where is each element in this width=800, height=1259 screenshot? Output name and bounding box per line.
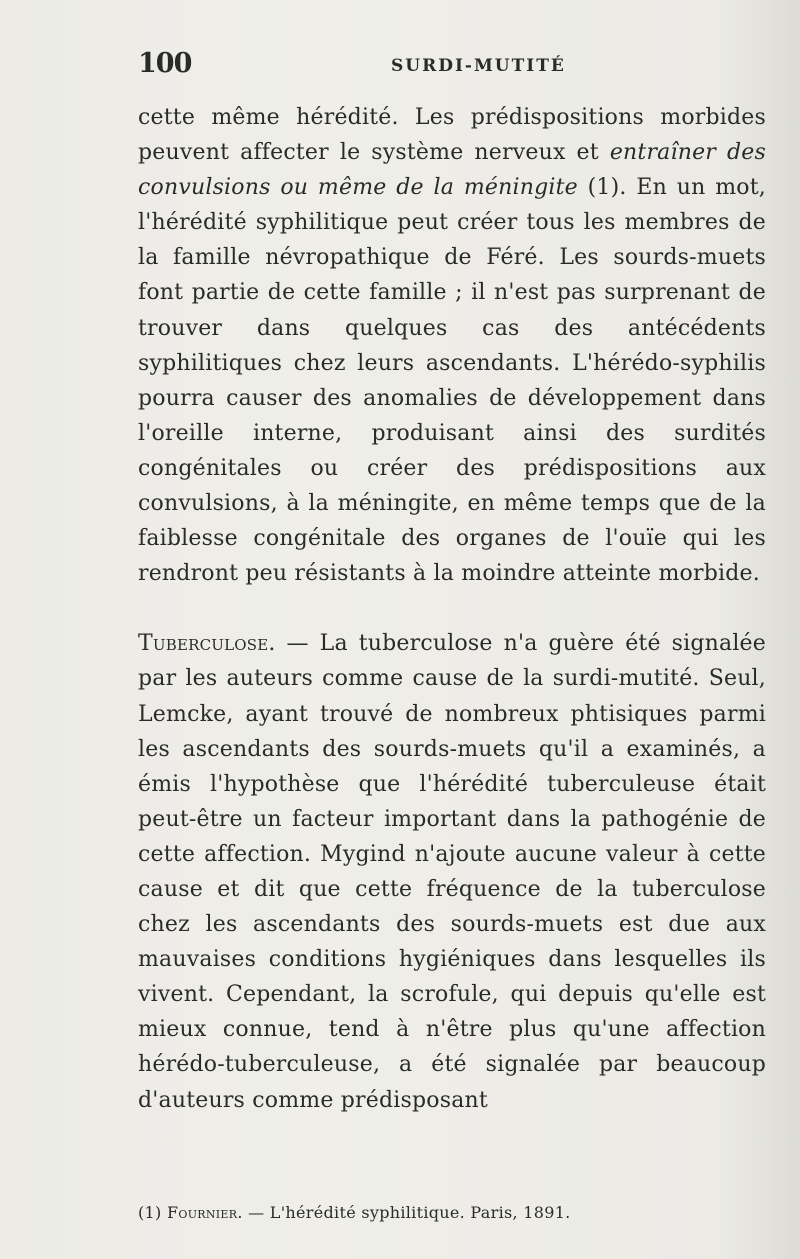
body-text — [138, 100, 766, 1118]
footnote-marker: (1) — [138, 1203, 162, 1222]
italic-phrase: entraîner des convulsions ou même de la méningite — [138, 140, 767, 201]
footnote — [138, 1203, 766, 1223]
section-heading: Tuberculose. — [138, 631, 276, 657]
paragraph-heredite — [138, 100, 766, 591]
footnote-text: — L'hérédité syphilitique. Paris, 1891. — [242, 1203, 571, 1222]
paragraph-text: — La tuberculose n'a guère été signalée par les auteurs comme cause de la surdi-mutité. Seul, Lemcke, ayant trouvé de nombreux phtisiques parmi les ascendants des sourds-muets qu'il a examinés, a émis l'hypothèse que l'hérédité tuberculeuse était peut-être un facteur important dans la pathogénie de cette affection. Mygind n'ajoute aucune valeur à cette cause et dit que cette fréquence de la tuberculose chez les ascendants des sourds-muets est due aux mauvaises conditions hygiéniques dans lesquelles ils vivent. Cependant, la scrofule, qui depuis qu'elle est mieux connue, tend à n'être plus qu'une affection hérédo-tuberculeuse, a été signalée par beaucoup d'auteurs comme prédisposant — [138, 631, 766, 1113]
running-title: SURDI-MUTITÉ — [391, 56, 566, 76]
paragraph-text: . En un mot, l'hérédité syphilitique peut créer tous les membres de la famille névropathique de Féré. Les sourds-muets font partie de cette famille ; il n'est pas surprenant de trouver dans quelques cas des antécédents syphilitiques chez leurs ascendants. L'hérédo-syphilis pourra causer des anomalies de développement dans l'oreille interne, produisant ainsi des surdités congénitales ou créer des prédispositions aux convulsions, à la méningite, en même temps que de la faiblesse congénitale des organes de l'ouïe qui les rendront peu résistants à la moindre atteinte morbide. — [138, 175, 766, 587]
footnote-author: Fournier. — [166, 1203, 243, 1222]
paragraph-text: cette même hérédité. Les prédispositions morbides peuvent affecter le système nerveux et — [138, 105, 766, 166]
footnote-reference: (1) — [587, 175, 620, 201]
page-number: 100 — [138, 48, 192, 79]
page-header — [138, 48, 758, 88]
paragraph-tuberculose — [138, 626, 766, 1117]
